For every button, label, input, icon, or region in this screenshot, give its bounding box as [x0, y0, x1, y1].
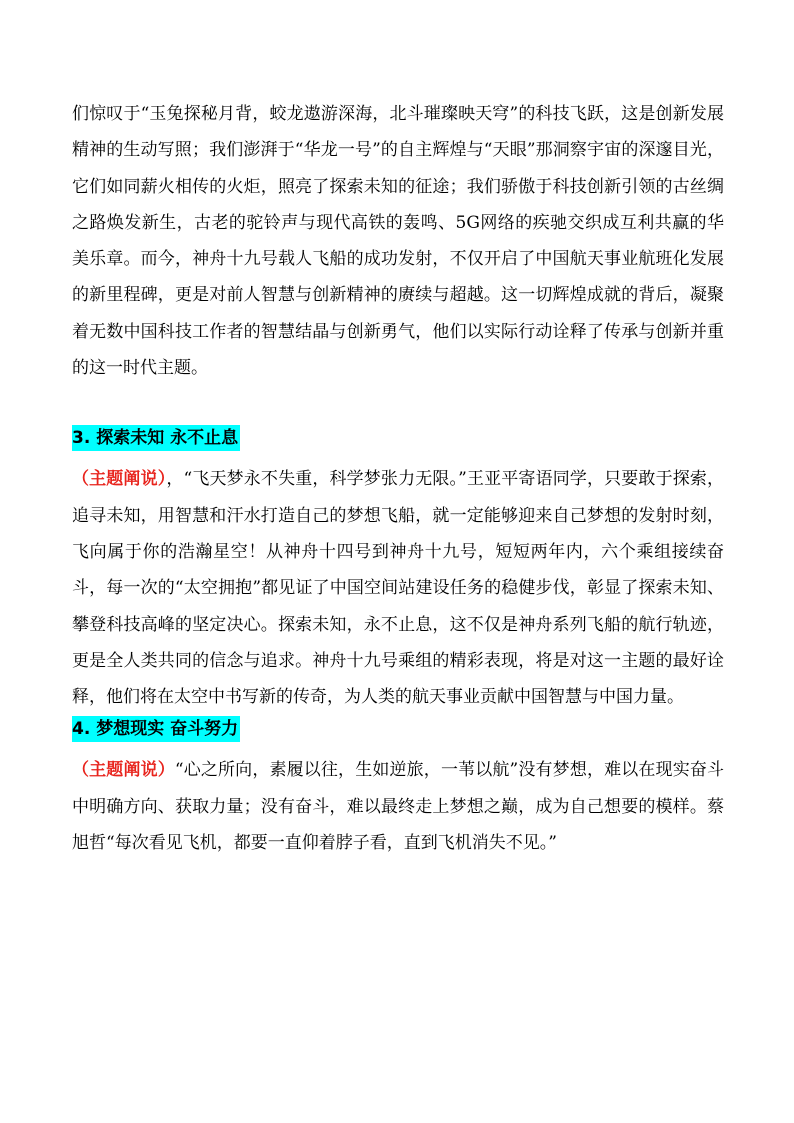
section-4-heading-wrap [72, 716, 724, 752]
intro-paragraph: 们惊叹于“玉兔探秘月背，蛟龙遨游深海，北斗璀璨映天穹”的科技飞跃，这是创新发展精神的生动写照；我们澎湃于“华龙一号”的自主辉煌与“天眼”那洞察宇宙的深邃目光，它们如同薪火相传的火炬，照亮了探索未知的征途；我们骄傲于科技创新引领的古丝绸之路焕发新生，古老的驼铃声与现代高铁的轰鸣、5G网络的疾驰交织成互利共赢的华美乐章。而今，神舟十九号载人飞船的成功发射，不仅开启了中国航天事业航班化发展的新里程碑，更是对前人智慧与创新精神的赓续与超越。这一切辉煌成就的背后，凝聚着无数中国科技工作者的智慧结晶与创新勇气，他们以实际行动诠释了传承与创新并重的这一时代主题。 [72, 104, 724, 379]
section-3-body: ，“飞天梦永不失重，科学梦张力无限。”王亚平寄语同学，只要敢于探索，追寻未知，用智慧和汗水打造自己的梦想飞船，就一定能够迎来自己梦想的发射时刻，飞向属于你的浩瀚星空！从神舟十四号到神舟十九号，短短两年内，六个乘组接续奋斗，每一次的“太空拥抱”都见证了中国空间站建设任务的稳健步伐，彰显了探索未知、攀登科技高峰的坚定决心。探索未知，永不止息，这不仅是神舟系列飞船的航行轨迹，更是全人类共同的信念与追求。神舟十九号乘组的精彩表现，将是对这一主题的最好诠释，他们将在太空中书写新的传奇，为人类的航天事业贡献中国智慧与中国力量。 [72, 469, 725, 708]
section-4-tag: （主题阐说） [72, 760, 175, 781]
section-3-tag: （主题阐说） [72, 469, 167, 490]
document-page [72, 96, 724, 861]
section-3-heading: 3. 探索未知 永不止息 [72, 425, 240, 451]
section-4-heading: 4. 梦想现实 奋斗努力 [72, 716, 240, 742]
section-4-paragraph [72, 752, 724, 861]
section-4-body: “心之所向，素履以往，生如逆旅，一苇以航”没有梦想，难以在现实奋斗中明确方向、获取力量；没有奋斗，难以最终走上梦想之巅，成为自己想要的模样。蔡旭哲“每次看见飞机，都要一直仰着脖子看，直到飞机消失不见。” [72, 760, 724, 854]
section-3-paragraph [72, 461, 724, 715]
section-3-heading-wrap [72, 425, 724, 461]
